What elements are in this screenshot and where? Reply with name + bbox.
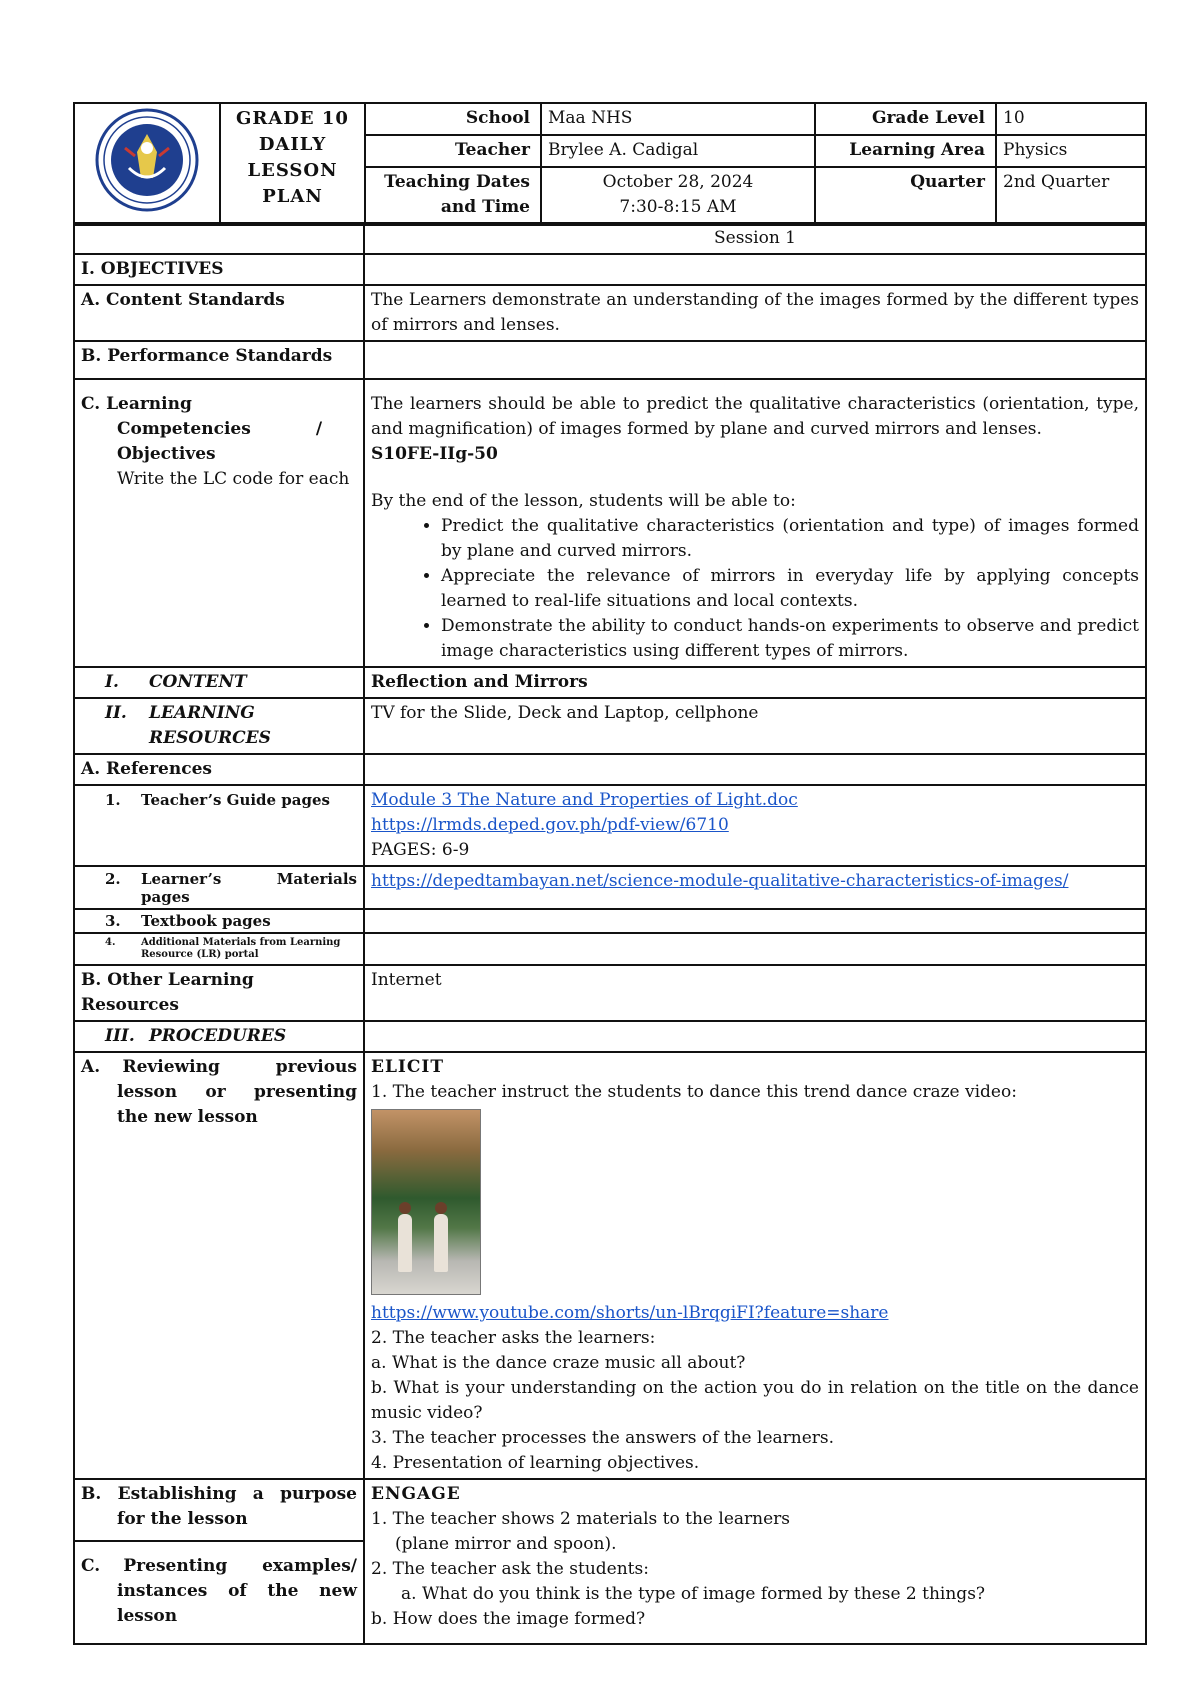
learning-competencies-label xyxy=(74,379,364,667)
procedures-label-text: PROCEDURES xyxy=(149,1026,287,1046)
session-header: Session 1 xyxy=(364,223,1146,254)
elicit-step: 2. The teacher asks the learners: xyxy=(371,1328,656,1348)
performance-standards-text xyxy=(364,341,1146,379)
lc-label-line: C. Learning xyxy=(81,394,192,414)
learning-resources-label xyxy=(74,698,364,754)
content-label-text: CONTENT xyxy=(149,672,247,692)
objective-item: • Predict the qualitative characteristics (orientation and type) of images formed by plane and curved mirrors. xyxy=(441,514,1139,564)
content-label xyxy=(74,667,364,698)
quarter-label: Quarter xyxy=(815,167,996,225)
procedures-num: III. xyxy=(105,1026,135,1046)
elicit-question: b. What is your understanding on the action you do in relation on the title on the dance music video? xyxy=(371,1378,1139,1423)
reviewing-lesson-text: A. Reviewing previous lesson or presenting the new lesson xyxy=(81,1057,363,1127)
additional-materials-label xyxy=(74,933,364,965)
textbook-num: 3. xyxy=(105,912,121,930)
procedures-label xyxy=(74,1021,364,1052)
additional-materials-value xyxy=(364,933,1146,965)
deped-seal-logo xyxy=(95,108,199,212)
youtube-link[interactable]: https://www.youtube.com/shorts/un-lBrqgiFI?feature=share xyxy=(371,1303,889,1323)
dance-video-thumbnail[interactable] xyxy=(371,1109,481,1295)
learners-materials-text: Learner’s Materials pages xyxy=(141,870,363,906)
teacher-label: Teacher xyxy=(365,135,541,167)
objectives-right-cell xyxy=(364,254,1146,285)
lesson-goal-intro: By the end of the lesson, students will be able to: xyxy=(371,491,796,511)
elicit-question: a. What is the dance craze music all about? xyxy=(371,1353,746,1373)
lc-code: S10FE-IIg-50 xyxy=(371,444,498,464)
objectives-heading: I. OBJECTIVES xyxy=(74,254,364,285)
engage-step: 2. The teacher ask the students: xyxy=(371,1559,649,1579)
module-doc-link[interactable]: Module 3 The Nature and Properties of Light.doc xyxy=(371,790,798,810)
references-right-cell xyxy=(364,754,1146,785)
school-label: School xyxy=(365,103,541,135)
elicit-step: 3. The teacher processes the answers of the learners. xyxy=(371,1428,835,1448)
teachers-guide-label xyxy=(74,785,364,866)
objective-list xyxy=(371,514,1139,664)
lc-label-line: Competencies / xyxy=(117,419,323,439)
dates-label-line: Teaching Dates xyxy=(384,172,530,193)
teaching-dates-value xyxy=(541,167,815,225)
engage-cell xyxy=(364,1479,1146,1644)
purpose-examples-label xyxy=(74,1479,364,1644)
content-standards-text: The Learners demonstrate an understanding of the images formed by the different types of mirrors and lenses. xyxy=(364,285,1146,341)
establishing-purpose-label: B. Establishing a purpose for the lesson xyxy=(75,1480,363,1542)
lrmds-link[interactable]: https://lrmds.deped.gov.ph/pdf-view/6710 xyxy=(371,815,729,835)
learning-area-label: Learning Area xyxy=(815,135,996,167)
school-value: Maa NHS xyxy=(541,103,815,135)
dates-label-line: and Time xyxy=(440,197,530,218)
elicit-step: 4. Presentation of learning objectives. xyxy=(371,1453,700,1473)
procedures-right-cell xyxy=(364,1021,1146,1052)
engage-step-detail: (plane mirror and spoon). xyxy=(395,1534,617,1554)
engage-question: a. What do you think is the type of image formed by these 2 things? xyxy=(401,1584,986,1604)
dancer-figure xyxy=(434,1214,448,1272)
performance-standards-label: B. Performance Standards xyxy=(74,341,364,379)
learning-resources-label-text: LEARNING RESOURCES xyxy=(149,703,271,748)
learners-materials-label xyxy=(74,866,364,909)
title-line: PLAN xyxy=(262,186,323,207)
dancer-head xyxy=(399,1202,411,1214)
textbook-pages-label xyxy=(74,909,364,933)
teachers-guide-num: 1. xyxy=(105,791,121,809)
lc-label-line: Objectives xyxy=(117,444,216,464)
additional-materials-num: 4. xyxy=(105,937,116,948)
learning-resources-num: II. xyxy=(105,703,127,723)
elicit-heading: ELICIT xyxy=(371,1057,444,1077)
learning-competencies-text xyxy=(364,379,1146,667)
dancer-figure xyxy=(398,1214,412,1272)
grade-level-value: 10 xyxy=(996,103,1146,135)
learners-materials-value xyxy=(364,866,1146,909)
lesson-plan-title xyxy=(220,103,365,225)
teacher-value: Brylee A. Cadigal xyxy=(541,135,815,167)
lc-code-instruction: Write the LC code for each xyxy=(117,469,350,489)
engage-heading: ENGAGE xyxy=(371,1484,461,1504)
teachers-guide-text: Teacher’s Guide pages xyxy=(141,791,330,809)
other-resources-value: Internet xyxy=(364,965,1146,1021)
learning-area-value: Physics xyxy=(996,135,1146,167)
lesson-plan-table xyxy=(73,222,1147,1645)
session-left-cell xyxy=(74,223,364,254)
deped-seal-cell xyxy=(74,103,220,225)
teaching-dates-label xyxy=(365,167,541,225)
reviewing-lesson-label xyxy=(74,1052,364,1479)
tg-pages: PAGES: 6-9 xyxy=(371,840,470,860)
elicit-step: 1. The teacher instruct the students to dance this trend dance craze video: xyxy=(371,1082,1017,1102)
elicit-cell xyxy=(364,1052,1146,1479)
content-value: Reflection and Mirrors xyxy=(364,667,1146,698)
title-line: DAILY xyxy=(258,134,327,155)
dancer-head xyxy=(435,1202,447,1214)
grade-level-label: Grade Level xyxy=(815,103,996,135)
objective-item: • Demonstrate the ability to conduct hands-on experiments to observe and predict image characteristics using different types of mirrors. xyxy=(441,614,1139,664)
objective-item: • Appreciate the relevance of mirrors in everyday life by applying concepts learned to real-life situations and local contexts. xyxy=(441,564,1139,614)
content-num: I. xyxy=(105,672,119,692)
title-line: LESSON xyxy=(247,160,338,181)
date-value: October 28, 2024 xyxy=(602,172,754,193)
textbook-text: Textbook pages xyxy=(141,912,271,930)
learning-resources-value: TV for the Slide, Deck and Laptop, cellphone xyxy=(364,698,1146,754)
other-resources-label: B. Other Learning Resources xyxy=(74,965,364,1021)
header-table xyxy=(73,102,1147,226)
teachers-guide-value xyxy=(364,785,1146,866)
engage-step: 1. The teacher shows 2 materials to the learners xyxy=(371,1509,791,1529)
title-line: GRADE 10 xyxy=(236,108,349,129)
additional-materials-text: Additional Materials from Learning Resource (LR) portal xyxy=(141,937,341,960)
textbook-pages-value xyxy=(364,909,1146,933)
depedtambayan-link[interactable]: https://depedtambayan.net/science-module-qualitative-characteristics-of-images/ xyxy=(371,871,1069,891)
time-value: 7:30-8:15 AM xyxy=(619,197,737,218)
quarter-value: 2nd Quarter xyxy=(996,167,1146,225)
references-label: A. References xyxy=(74,754,364,785)
content-standards-label: A. Content Standards xyxy=(74,285,364,341)
learners-materials-num: 2. xyxy=(105,870,121,888)
engage-question: b. How does the image formed? xyxy=(371,1609,646,1629)
lc-description: The learners should be able to predict the qualitative characteristics (orientation, type, and magnification) of images formed by plane and curved mirrors and lenses. xyxy=(371,394,1139,439)
presenting-examples-label: C. Presenting examples/ instances of the new lesson xyxy=(81,1556,363,1626)
